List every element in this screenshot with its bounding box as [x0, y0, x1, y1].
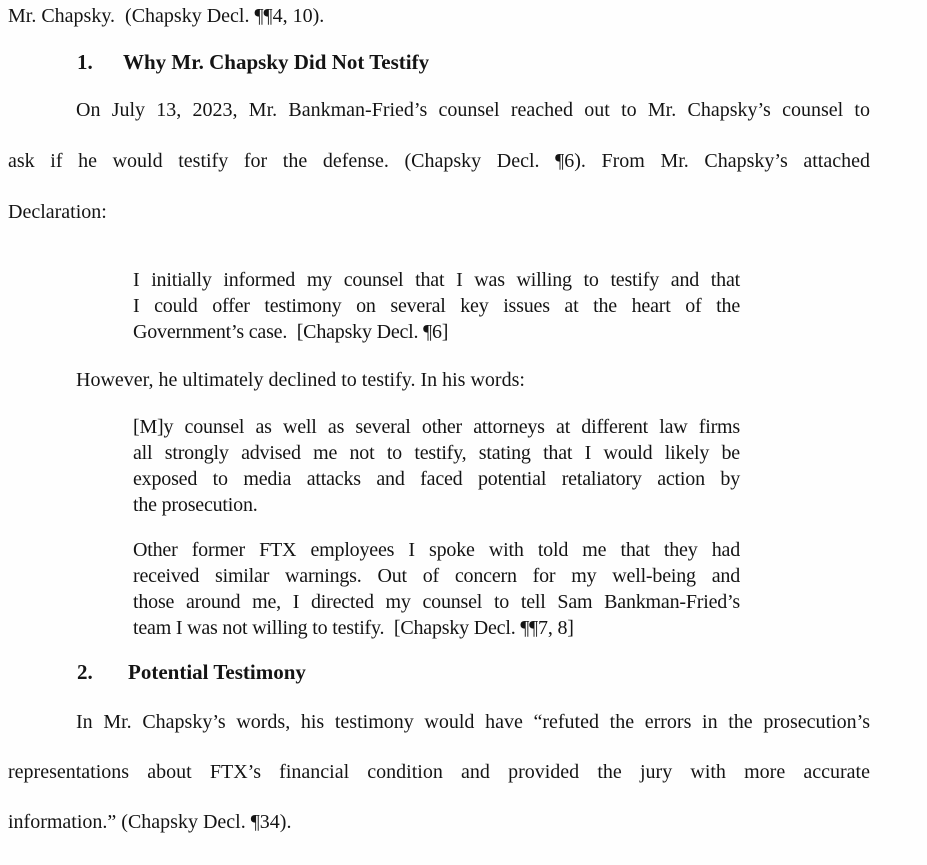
section-1-title: Why Mr. Chapsky Did Not Testify	[123, 50, 430, 74]
paragraph-line: representations about FTX’s financial condition and provided the jury with more accurate	[8, 761, 870, 783]
quote-line: Government’s case. [Chapsky Decl. ¶6]	[133, 321, 449, 343]
section-1-heading	[8, 48, 870, 76]
section-2-number: 2.	[77, 660, 93, 684]
quote-line: the prosecution.	[133, 494, 258, 516]
intro-line	[8, 2, 870, 30]
quote-line: team I was not willing to testify. [Chapsky Decl. ¶¶7, 8]	[133, 617, 574, 639]
quote-line: Other former FTX employees I spoke with told me that they had	[133, 539, 740, 561]
transition-line-text: However, he ultimately declined to testify. In his words:	[76, 369, 525, 391]
quote-line: exposed to media attacks and faced potential retaliatory action by	[133, 468, 740, 490]
block-quote-1	[133, 267, 740, 345]
paragraph-line: information.” (Chapsky Decl. ¶34).	[8, 811, 292, 833]
paragraph-line: ask if he would testify for the defense. (Chapsky Decl. ¶6). From Mr. Chapsky’s attached	[8, 150, 870, 172]
section-1-number: 1.	[77, 50, 93, 74]
transition-line	[8, 366, 870, 394]
quote-line: those around me, I directed my counsel to tell Sam Bankman-Fried’s	[133, 591, 740, 613]
paragraph-line: Declaration:	[8, 201, 107, 223]
block-quote-3	[133, 537, 740, 641]
section-2-heading	[8, 658, 870, 686]
quote-line: all strongly advised me not to testify, stating that I would likely be	[133, 442, 740, 464]
quote-line: received similar warnings. Out of concern for my well-being and	[133, 565, 740, 587]
paragraph-1	[8, 85, 870, 238]
section-2-title: Potential Testimony	[128, 660, 306, 684]
paragraph-line: In Mr. Chapsky’s words, his testimony would have “refuted the errors in the prosecution’s	[76, 711, 870, 733]
intro-line-text: Mr. Chapsky. (Chapsky Decl. ¶¶4, 10).	[8, 5, 325, 27]
quote-line: I could offer testimony on several key issues at the heart of the	[133, 295, 740, 317]
quote-line: I initially informed my counsel that I was willing to testify and that	[133, 269, 740, 291]
paragraph-line: On July 13, 2023, Mr. Bankman-Fried’s counsel reached out to Mr. Chapsky’s counsel to	[76, 99, 870, 121]
block-quote-2	[133, 414, 740, 518]
paragraph-2	[8, 697, 870, 847]
quote-line: [M]y counsel as well as several other attorneys at different law firms	[133, 416, 740, 438]
